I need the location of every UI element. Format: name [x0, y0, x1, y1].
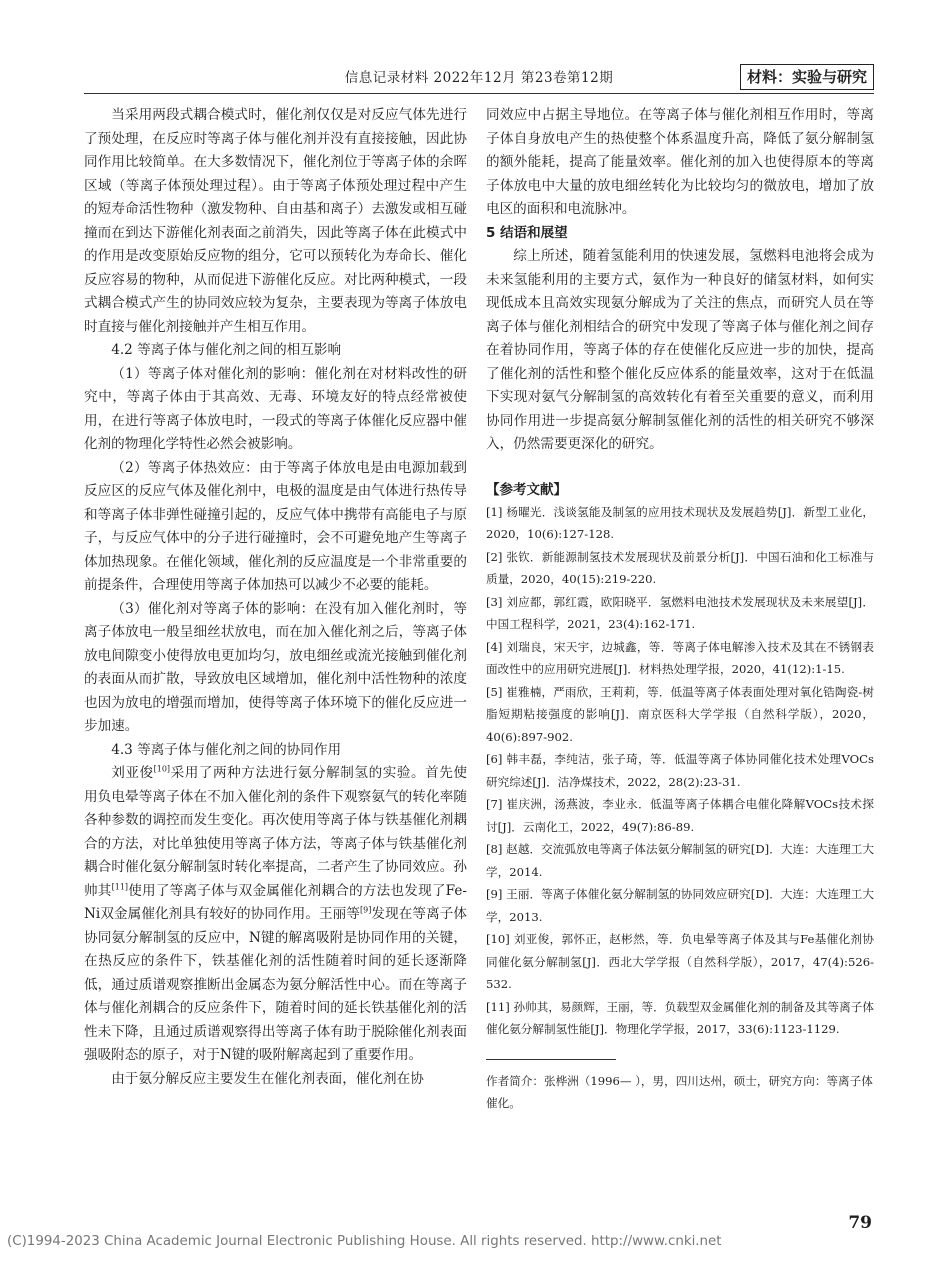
references-title: 【参考文献】 — [486, 481, 567, 498]
text-span: 采用了两种方法进行氨分解制氢的实验。首先使用负电晕等离子体在不加入催化剂的条件下观察氨气的转化率随各种参数的调控而发生变化。再次使用等离子体与铁基催化剂耦合的方法，对比单独使用等离子体方法，等离子体与铁基催化剂耦合时催化氨分解制氢时转化率提高，二者产生了协同效应。孙帅其 — [84, 765, 468, 899]
paragraph: 由于氨分解反应主要发生在催化剂表面，催化剂在协 — [111, 1070, 424, 1087]
header-rule — [84, 93, 874, 94]
paragraph: （1）等离子体对催化剂的影响：催化剂在对材料改性的研究中，等离子体由于其高效、无毒、环境友好的特点经常被使用，在进行等离子体放电时，一段式的等离子体催化反应器中催化剂的物理化学特性必然会被影响。 — [84, 365, 467, 452]
paragraph: （2）等离子体热效应：由于等离子体放电是由电源加载到反应区的反应气体及催化剂中，电极的温度是由气体进行热传导和等离子体非弹性碰撞引起的，反应气体中携带有高能电子与原子，与反应气体中的分子进行碰撞时，会不可避免地产生等离子体加热现象。在催化领域，催化剂的反应温度是一个非常重要的前提条件，合理使用等离子体加热可以减少不必要的能耗。 — [84, 459, 467, 593]
text-span: 发现在等离子体协同氨分解制氢的反应中，N键的解离吸附是协同作用的关键，在热反应的条件下，铁基催化剂的活性随着时间的延长逐渐降低，通过质谱观察推断出金属态为氨分解活性中心。而在等离子体与催化剂耦合的反应条件下，随着时间的延长铁基催化剂的活性未下降，且通过质谱观察得出等离子体有助于脱除催化剂表面强吸附态的原子，对于N键的吸附解离起到了重要作用。 — [84, 906, 467, 1063]
paragraph-with-citations — [84, 762, 467, 1068]
reference-item: [9] 王丽．等离子体催化氨分解制氢的协同效应研究[D]．大连：大连理工大学，2013. — [486, 887, 874, 924]
reference-item: [3] 刘应都，郭红霞，欧阳晓平．氢燃料电池技术发展现状及未来展望[J]．中国工程科学，2021，23(4):162-171. — [486, 594, 874, 631]
reference-item: [11] 孙帅其，易颜辉，王丽，等．负载型双金属催化剂的制备及其等离子体催化氨分解制氢性能[J]．物理化学学报，2017，33(6):1123-1129. — [486, 999, 874, 1036]
references-list — [486, 501, 874, 1041]
reference-item: [1] 杨曜光．浅谈氢能及制氢的应用技术现状及发展趋势[J]．新型工业化，2020，10(6):127-128. — [486, 504, 874, 541]
author-divider — [486, 1059, 616, 1060]
author-bio: 作者简介：张桦洲（1996— ），男，四川达州，硕士，研究方向：等离子体催化。 — [486, 1073, 873, 1110]
copyright-footer: (C)1994-2023 China Academic Journal Electronic Publishing House. All rights reserved. http://www.cnki.net — [7, 1234, 722, 1249]
citation-link[interactable]: [11] — [111, 881, 129, 891]
section-heading-4-3: 4.3 等离子体与催化剂之间的协同作用 — [111, 741, 342, 758]
page-header — [84, 64, 874, 92]
section-heading-5: 5 结语和展望 — [486, 224, 568, 241]
paragraph: 同效应中占据主导地位。在等离子体与催化剂相互作用时，等离子体自身放电产生的热使整个体系温度升高，降低了氨分解制氢的额外能耗，提高了能量效率。催化剂的加入也使得原本的等离子体放电中大量的放电细丝转化为比较均匀的微放电，增加了放电区的面积和电流脉冲。 — [486, 107, 874, 217]
reference-item: [2] 张钦．新能源制氢技术发展现状及前景分析[J]．中国石油和化工标准与质量，2020，40(15):219-220. — [486, 549, 874, 586]
section-heading-4-2: 4.2 等离子体与催化剂之间的相互影响 — [111, 342, 342, 358]
reference-item: [4] 刘瑞良，宋天宇，边城鑫，等．等离子体电解渗入技术及其在不锈钢表面改性中的应用研究进展[J]．材料热处理学报，2020，41(12):1-15. — [486, 639, 874, 676]
reference-item: [6] 韩丰磊，李纯洁，张子琦，等．低温等离子体协同催化技术处理VOCs研究综述[J]．洁净煤技术，2022，28(2):23-31. — [486, 752, 874, 789]
reference-item: [10] 刘亚俊，郭怀正，赵彬然，等．负电晕等离子体及其与Fe基催化剂协同催化氨分解制氢[J]．西北大学学报（自然科学版），2017，47(4):526-532. — [486, 932, 874, 991]
paragraph: 当采用两段式耦合模式时，催化剂仅仅是对反应气体先进行了预处理，在反应时等离子体与催化剂并没有直接接触，因此协同作用比较简单。在大多数情况下，催化剂位于等离子体的余晖区域（等离子体预处理过程）。由于等离子体预处理过程中产生的短寿命活性物种（激发物种、自由基和离子）去激发或相互碰撞而在到达下游催化剂表面之前消失，因此等离子体在此模式中的作用是改变原始反应物的组分，它可以预转化为寿命长、催化反应容易的物种，从而促进下游催化反应。对比两种模式，一段式耦合模式产生的协同效应较为复杂，主要表现为等离子体放电时直接与催化剂接触并产生相互作用。 — [84, 107, 467, 335]
section-tag: 材料：实验与研究 — [740, 64, 874, 90]
text-span: 使用了等离子体与双金属催化剂耦合的方法也发现了Fe-Ni双金属催化剂具有较好的协同作用。王丽等 — [84, 882, 468, 922]
text-span: 刘亚俊 — [111, 765, 154, 781]
reference-item: [8] 赵越．交流弧放电等离子体法氨分解制氢的研究[D]．大连：大连理工大学，2014. — [486, 842, 874, 879]
citation-link[interactable]: [10] — [153, 764, 171, 774]
reference-item: [5] 崔雅楠，严雨欣，王莉莉，等．低温等离子体表面处理对氧化锆陶瓷-树脂短期粘接强度的影响[J]．南京医科大学学报（自然科学版），2020，40(6):897-902. — [486, 684, 874, 744]
citation-link[interactable]: [9] — [359, 905, 372, 915]
page-number: 79 — [848, 1213, 872, 1233]
reference-item: [7] 崔庆洲，汤燕波，李业永．低温等离子体耦合电催化降解VOCs技术探讨[J]．云南化工，2022，49(7):86-89. — [486, 797, 874, 834]
left-column — [84, 104, 467, 1091]
paragraph: （3）催化剂对等离子体的影响：在没有加入催化剂时，等离子体放电一般呈细丝状放电，而在加入催化剂之后，等离子体放电间隙变小使得放电更加均匀，放电细丝或流光接触到催化剂的表面从而扩散，导致放电区域增加，催化剂中活性物种的浓度也因为放电的增强而增加，使得等离子体环境下的催化反应进一步加速。 — [84, 600, 467, 734]
right-column — [486, 104, 874, 1115]
journal-info: 信息记录材料 2022年12月 第23卷第12期 — [344, 70, 614, 86]
paragraph: 综上所述，随着氢能利用的快速发展，氢燃料电池将会成为未来氢能利用的主要方式，氨作为一种良好的储氢材料，如何实现低成本且高效实现氨分解成为了关注的焦点，而研究人员在等离子体与催化剂相结合的研究中发现了等离子体与催化剂之间存在着协同作用，等离子体的存在使催化反应进一步的加快，提高了催化剂的活性和整个催化反应体系的能量效率，这对于在低温下实现对氨气分解制氢的高效转化有着至关重要的意义，而利用协同作用进一步提高氨分解制氢催化剂的活性的相关研究不够深入，仍然需要更深化的研究。 — [486, 248, 874, 452]
